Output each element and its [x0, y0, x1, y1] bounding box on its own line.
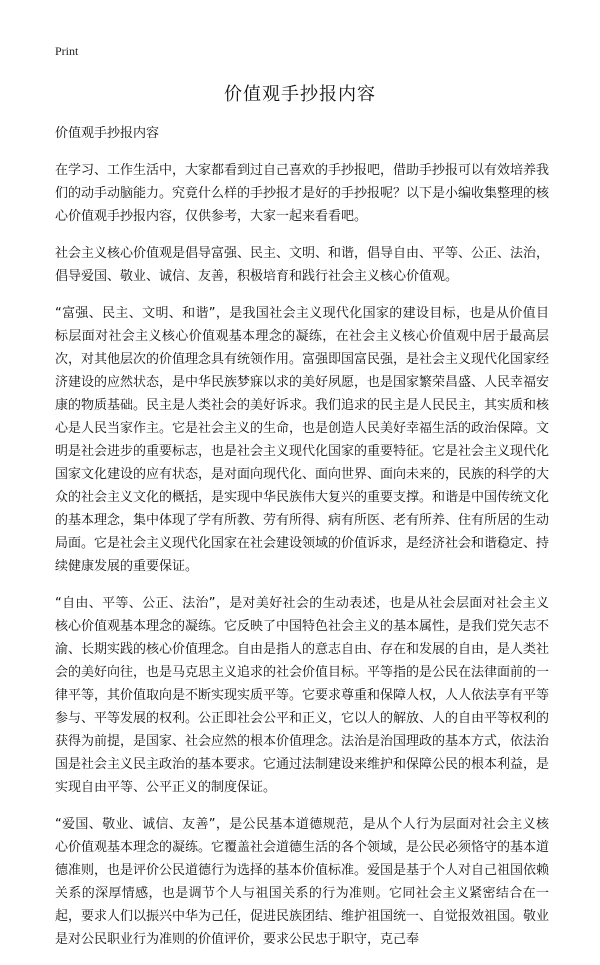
core-values-paragraph: 社会主义核心价值观是倡导富强、民主、文明、和谐，倡导自由、平等、公正、法治，倡导爱国、敬业、诚信、友善，积极培育和践行社会主义核心价值观。 [55, 246, 550, 284]
intro-paragraph: 在学习、工作生活中，大家都看到过自己喜欢的手抄报吧，借助手抄报可以有效培养我们的动手动脑能力。究竟什么样的手抄报才是好的手抄报呢？以下是小编收集整理的核心价值观手抄报内容，仅供参考，大家一起来看看吧。 [55, 163, 550, 224]
article-subtitle: 价值观手抄报内容 [55, 126, 160, 141]
national-values-paragraph: “富强、民主、文明、和谐”，是我国社会主义现代化国家的建设目标，也是从价值目标层面对社会主义核心价值观基本理念的凝练，在社会主义核心价值观中居于最高层次，对其他层次的价值理念具有统领作用。富强即国富民强，是社会主义现代化国家经济建设的应然状态，是中华民族梦寐以求的美好夙愿，也是国家繁荣昌盛、人民幸福安康的物质基础。民主是人类社会的美好诉求。我们追求的民主是人民民主，其实质和核心是人民当家作主。它是社会主义的生命，也是创造人民美好幸福生活的政治保障。文明是社会进步的重要标志，也是社会主义现代化国家的重要特征。它是社会主义现代化国家文化建设的应有状态，是对面向现代化、面向世界、面向未来的，民族的科学的大众的社会主义文化的概括，是实现中华民族伟大复兴的重要支撑。和谐是中国传统文化的基本理念，集中体现了学有所教、劳有所得、病有所医、老有所养、住有所居的生动局面。它是社会主义现代化国家在社会建设领域的价值诉求，是经济社会和谐稳定、持续健康发展的重要保证。 [55, 306, 550, 574]
social-values-paragraph: “自由、平等、公正、法治”，是对美好社会的生动表述，也是从社会层面对社会主义核心价值观基本理念的凝练。它反映了中国特色社会主义的基本属性，是我们党矢志不渝、长期实践的核心价值理念。自由是指人的意志自由、存在和发展的自由，是人类社会的美好向往，也是马克思主义追求的社会价值目标。平等指的是公民在法律面前的一律平等，其价值取向是不断实现实质平等。它要求尊重和保障人权，人人依法享有平等参与、平等发展的权利。公正即社会公平和正义，它以人的解放、人的自由平等权利的获得为前提，是国家、社会应然的根本价值理念。法治是治国理政的基本方式，依法治国是社会主义民主政治的基本要求。它通过法制建设来维护和保障公民的根本利益，是实现自由平等、公平正义的制度保证。 [55, 596, 550, 795]
article-body [55, 122, 549, 965]
print-link[interactable]: Print [55, 44, 79, 58]
personal-values-paragraph: “爱国、敬业、诚信、友善”，是公民基本道德规范，是从个人行为层面对社会主义核心价值观基本理念的凝练。它覆盖社会道德生活的各个领域，是公民必须恪守的基本道德准则，也是评价公民道德行为选择的基本价值标准。爱国是基于个人对自己祖国依赖关系的深厚情感，也是调节个人与祖国关系的行为准则。它同社会主义紧密结合在一起，要求人们以振兴中华为己任，促进民族团结、维护祖国统一、自觉报效祖国。敬业是对公民职业行为准则的价值评价，要求公民忠于职守，克己奉 [55, 817, 550, 947]
page-title: 价值观手抄报内容 [224, 84, 376, 105]
